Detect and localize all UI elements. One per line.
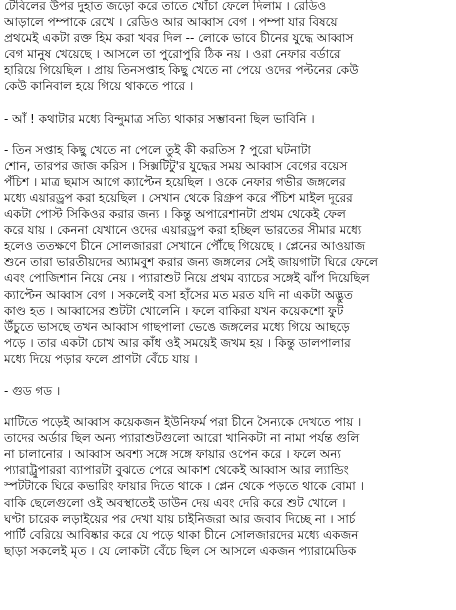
text-line: করে যায় । কেননা যেখানে ওদের এয়ারড্রপ করা হচ্ছিল ভারতের সীমার মধ্যে	[4, 223, 362, 238]
text-line: কেউ কানিবাল হয়ে গিয়ে থাকতে পারে ।	[4, 79, 194, 94]
text-line: শোন, তারপর জাজ করিস । সিক্সটিটু'র যুদ্ধের সময় আব্বাস বেগের বয়েস	[4, 158, 348, 173]
page-text	[4, 0, 454, 575]
text-line: পঁচিশ । মাত্র ছমাস আগে ক্যাপ্টেন হয়েছিল । ওকে নেফার গভীর জঙ্গলের	[4, 174, 346, 189]
paragraph-narrative-1	[4, 0, 454, 95]
text-line: প্যারাট্রুপাররা ব্যাপারটা বুঝতে পেরে আকাশ থেকেই আব্বাস আর ল্যান্ডিং	[4, 463, 349, 478]
text-line: প্রথমেই একটা রক্ত হিম করা খবর দিল -- লোকে ভাবে চীনের যুদ্ধে আব্বাস	[4, 31, 354, 46]
text-line: না চালানোর । আব্বাস অবশ্য সঙ্গে সঙ্গে ফায়ার ওপেন করে । ফলে অন্য	[4, 447, 341, 462]
text-line: উঁচুতে ভাসছে তখন আব্বাস গাছপালা ভেঙে জঙ্গলের মধ্যে গিয়ে আছড়ে	[4, 319, 350, 334]
text-line: এবং পোজিশান নিয়ে নেয় । প্যারাশুট নিয়ে প্রথম ব্যাচের সঙ্গেই ঝাঁপ দিয়েছিল	[4, 271, 370, 286]
text-line: স্পটটাকে ঘিরে কভারিং ফায়ার দিতে থাকে । প্লেন থেকে পড়তে থাকে বোমা ।	[4, 479, 364, 494]
text-line: ঘণ্টা চারেক লড়াইয়ের পর দেখা যায় চাইনিজরা আর জবাব দিচ্ছে না । সার্চ	[4, 511, 356, 526]
text-line: - আঁ ! কথাটার মধ্যে বিন্দুমাত্র সত্যি থাকার সম্ভাবনা ছিল ভাবিনি ।	[4, 111, 315, 126]
text-line: কাণ্ড হত । আব্বাসের শুটটা খোলেনি । ফলে বাকিরা যখন কয়েকশো ফুট	[4, 303, 344, 318]
text-line: - গুড গড ।	[4, 383, 61, 398]
text-line: মাটিতে পড়েই আব্বাস কয়েকজন ইউনিফর্ম পরা চীনে সৈন্যকে দেখতে পায় ।	[4, 415, 362, 430]
text-line: - তিন সপ্তাহ কিছু খেতে না পেলে তুই কী করতিস ? পুরো ঘটনাটা	[4, 142, 311, 157]
text-line: ক্যাপ্টেন আব্বাস বেগ । সকলেই বসা হাঁসের মত মরত যদি না একটা অদ্ভুত	[4, 287, 353, 302]
text-line: পড়ে । তার একটা চোখ আর কাঁধ ওই সময়েই জখম হয় । কিন্তু ডালপালার	[4, 335, 351, 350]
text-line: পার্টি বেরিয়ে আবিষ্কার করে যে পড়ে থাকা চীনে সোলজারদের মধ্যে একজন	[4, 527, 359, 542]
paragraph-narrative-2	[4, 142, 454, 367]
text-line: তাদের অর্ডার ছিল অন্য প্যারাশুটগুলো আরো খানিকটা না নামা পর্যন্ত গুলি	[4, 431, 360, 446]
paragraph-dialogue-1	[4, 111, 454, 127]
paragraph-narrative-3	[4, 414, 454, 559]
text-line: মধ্যে এয়ারড্রপ করা হয়েছিল । সেখান থেকে রিগ্রুপ করে পঁচিশ মাইল দূরের	[4, 190, 353, 205]
text-line: হলেও ততক্ষণে চীনে সোলজাররা সেখানে পৌঁছে গিয়েছে । প্লেনের আওয়াজ	[4, 239, 366, 254]
text-line: একটা পোস্ট সিকিওর করার জন্য । কিন্তু অপারেশানটা প্রথম থেকেই ফেল	[4, 207, 346, 222]
text-line: বাকি ছেলেগুলো ওই অবস্থাতেই ডাউন দেয় এবং দেরি করে শুট খোলে ।	[4, 495, 346, 510]
text-line: আড়ালে পম্পাকে রেখে । রেডিও আর আব্বাস বেগ । পম্পা যার বিষয়ে	[4, 15, 338, 30]
text-line: টেবিলের উপর দুহাত জড়ো করে তাতে খোঁচা ফেলে দিলাম । রেডিও	[4, 0, 327, 13]
text-line: শুনে তারা ভারতীয়দের অ্যামবুশ করার জন্য জঙ্গলের সেই জায়গাটা ঘিরে ফেলে	[4, 255, 378, 270]
text-line: ছাড়া সকলেই মৃত । যে লোকটা বেঁচে ছিল সে আসলে একজন প্যারামেডিক	[4, 543, 357, 558]
text-line: মধ্যে দিয়ে পড়ার ফলে প্রাণটা বেঁচে যায় ।	[4, 351, 198, 366]
text-line: হারিয়ে গিয়েছিল । প্রায় তিনসপ্তাহ কিছু খেতে না পেয়ে ওদের পল্টনের কেউ	[4, 63, 359, 78]
paragraph-dialogue-2	[4, 383, 454, 399]
text-line: বেগ মানুষ খেয়েছে । আসলে তা পুরোপুরি ঠিক নয় । ওরা নেফার বর্ডারে	[4, 47, 341, 62]
